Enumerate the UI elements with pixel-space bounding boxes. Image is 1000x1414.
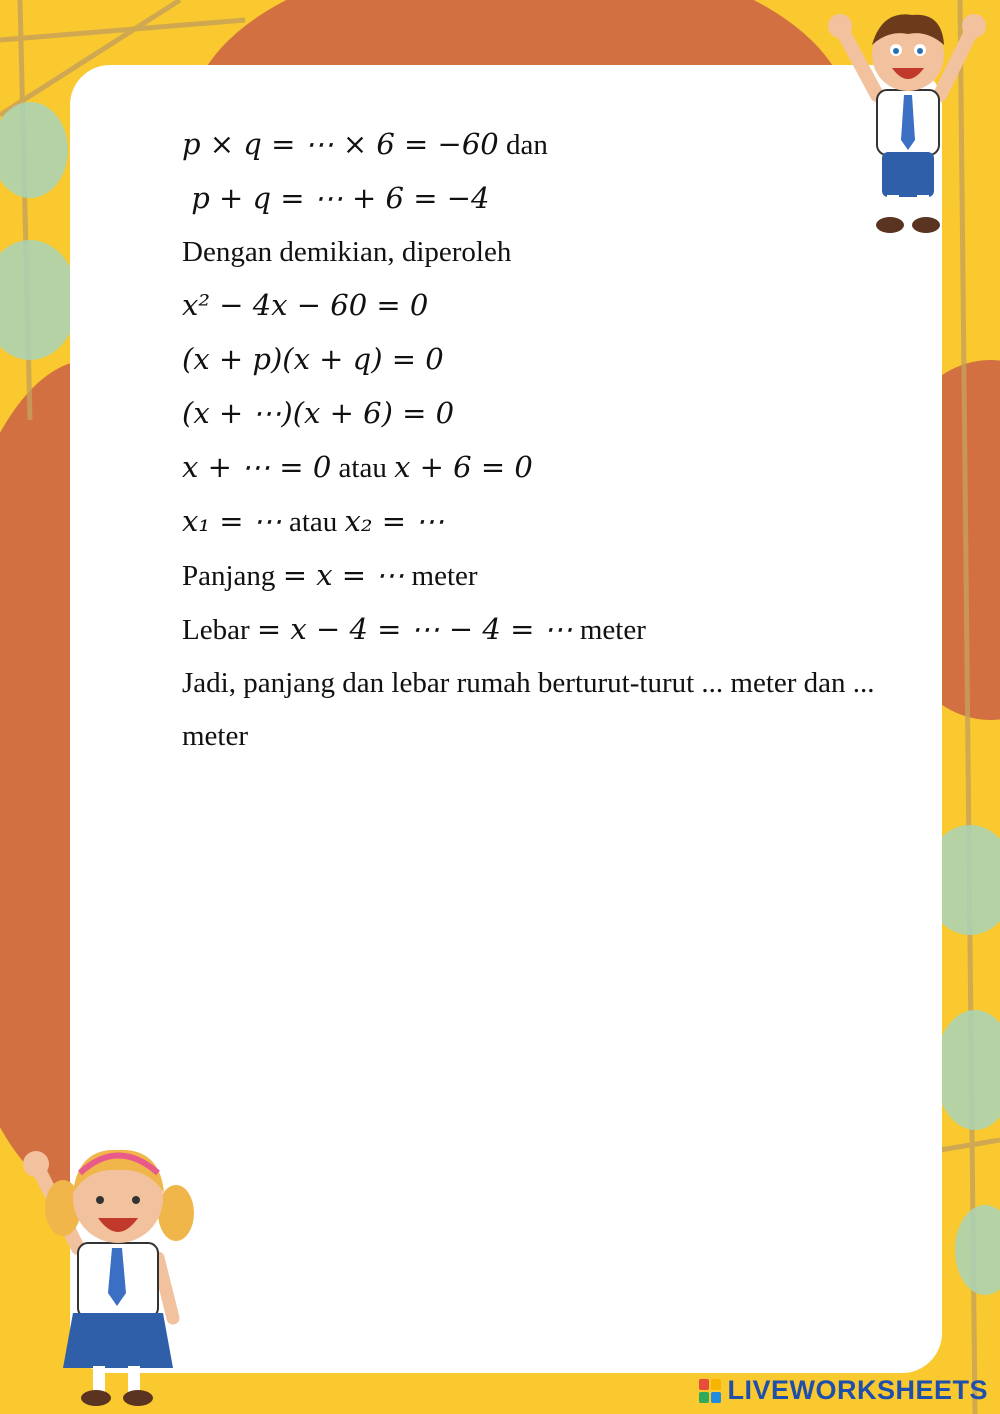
math: (x + p)(x + q) = 0 <box>182 342 444 376</box>
math: (x + ⋯)(x + 6) = 0 <box>182 396 455 430</box>
equation-line-6 <box>182 387 902 441</box>
text: dan <box>498 129 548 161</box>
liveworksheets-brand[interactable] <box>699 1375 988 1406</box>
text-line-3 <box>182 226 902 279</box>
equation-line-10 <box>182 603 902 657</box>
equation-line-4 <box>182 279 902 333</box>
conclusion-text: Jadi, panjang dan lebar rumah berturut-turut ... meter dan ... meter <box>182 667 875 752</box>
math: = x = ⋯ <box>282 558 405 592</box>
text: atau <box>281 506 345 538</box>
math: = x − 4 = ⋯ − 4 = ⋯ <box>256 612 573 646</box>
text: meter <box>404 560 478 592</box>
text: Lebar <box>182 614 257 646</box>
text: meter <box>572 614 646 646</box>
equation-line-9 <box>182 549 902 603</box>
math: p × q = ⋯ × 6 = −60 <box>182 127 499 161</box>
math: x² − 4x − 60 = 0 <box>182 288 429 322</box>
text: Dengan demikian, diperoleh <box>182 236 512 268</box>
math: x₂ = ⋯ <box>344 504 445 538</box>
math: x + 6 = 0 <box>394 450 533 484</box>
equation-line-8 <box>182 495 902 549</box>
liveworksheets-logo-icon <box>699 1379 721 1403</box>
worksheet-content <box>182 118 902 763</box>
brand-name: LIVEWORKSHEETS <box>727 1375 988 1405</box>
equation-line-7 <box>182 441 902 495</box>
cheering-boy-student-icon <box>822 0 992 240</box>
equation-line-2 <box>182 172 902 226</box>
math: p + q = ⋯ + 6 = −4 <box>182 181 490 215</box>
equation-line-5 <box>182 333 902 387</box>
cheering-girl-student-icon <box>8 1128 198 1414</box>
math: x₁ = ⋯ <box>182 504 282 538</box>
math: x + ⋯ = 0 <box>182 450 332 484</box>
text: Panjang <box>182 560 283 592</box>
text: atau <box>331 452 395 484</box>
equation-line-1 <box>182 118 902 172</box>
